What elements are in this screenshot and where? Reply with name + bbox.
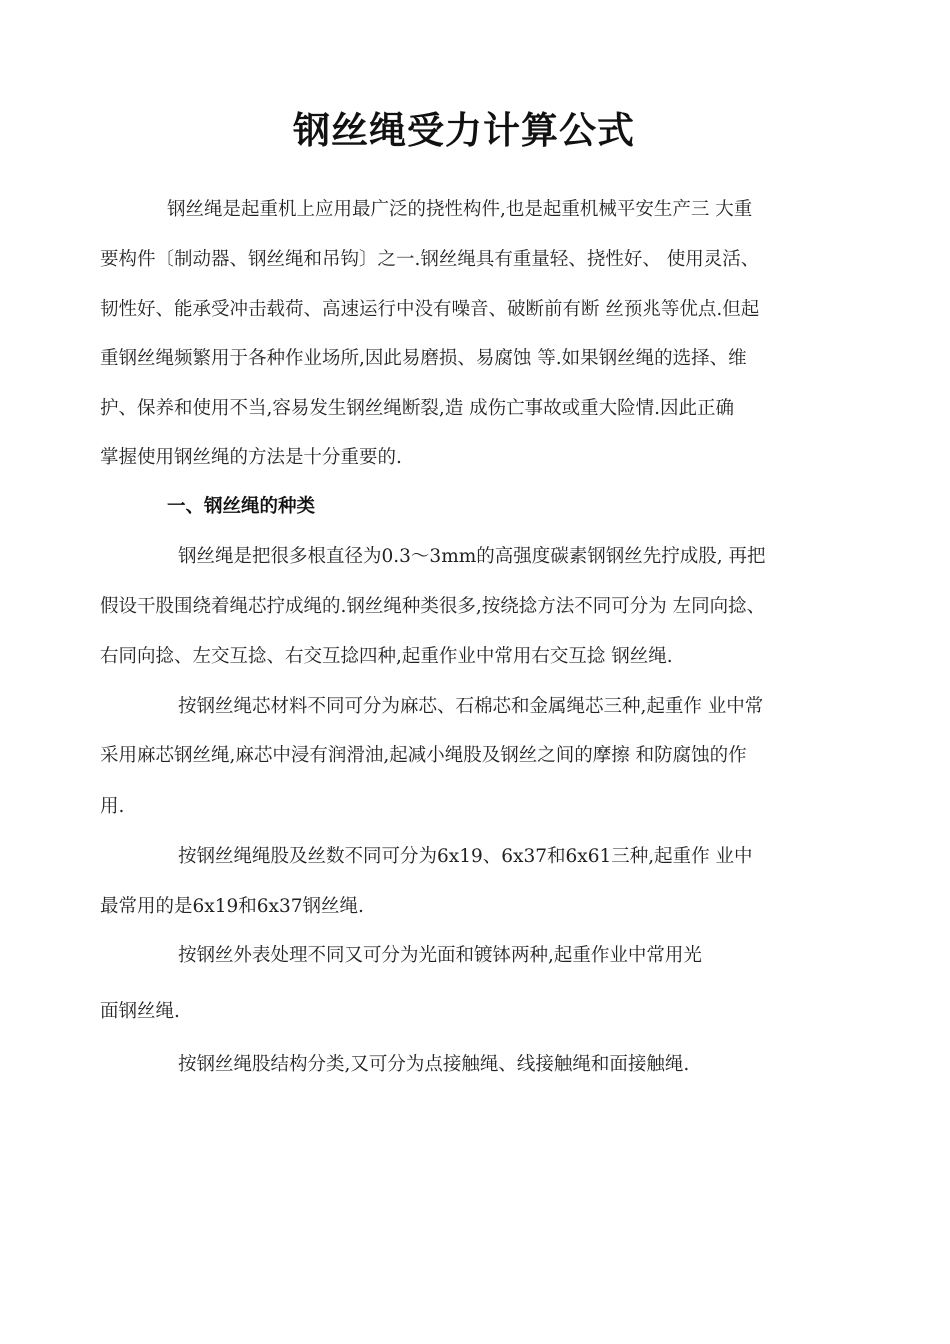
intro-line-1: 钢丝绳是起重机上应用最广泛的挠性构件,也是起重机械平安生产三 大重 bbox=[167, 199, 753, 220]
para1-line-3: 右同向捻、左交互捻、右交互捻四种,起重作业中常用右交互捻 钢丝绳. bbox=[100, 646, 673, 667]
section-heading: 一、钢丝绳的种类 bbox=[167, 496, 316, 517]
para1-line-2: 假设干股围绕着绳芯拧成绳的.钢丝绳种类很多,按绕捻方法不同可分为 左同向捻、 bbox=[100, 596, 766, 617]
page-title: 钢丝绳受力计算公式 bbox=[293, 109, 635, 152]
para2-line-1: 按钢丝绳芯材料不同可分为麻芯、石棉芯和金属绳芯三种,起重作 业中常 bbox=[178, 696, 764, 717]
para3-line-1: 按钢丝绳绳股及丝数不同可分为6x19、6x37和6x61三种,起重作 业中 bbox=[178, 846, 753, 867]
intro-line-3: 韧性好、能承受冲击载荷、高速运行中没有噪音、破断前有断 丝预兆等优点.但起 bbox=[100, 299, 760, 320]
para2-line-3: 用. bbox=[100, 796, 125, 817]
para1-line-1: 钢丝绳是把很多根直径为0.3〜3mm的高强度碳素钢钢丝先拧成股, 再把 bbox=[178, 546, 766, 567]
para3-line-2: 最常用的是6x19和6x37钢丝绳. bbox=[100, 896, 364, 917]
intro-line-5: 护、保养和使用不当,容易发生钢丝绳断裂,造 成伤亡事故或重大险情.因此正确 bbox=[100, 398, 735, 419]
para4-line-2: 面钢丝绳. bbox=[100, 1001, 180, 1022]
para2-line-2: 采用麻芯钢丝绳,麻芯中浸有润滑油,起减小绳股及钢丝之间的摩擦 和防腐蚀的作 bbox=[100, 745, 747, 766]
intro-line-6: 掌握使用钢丝绳的方法是十分重要的. bbox=[100, 447, 402, 468]
para5-line-1: 按钢丝绳股结构分类,又可分为点接触绳、线接触绳和面接触绳. bbox=[178, 1054, 690, 1075]
intro-line-4: 重钢丝绳频繁用于各种作业场所,因此易磨损、易腐蚀 等.如果钢丝绳的选择、维 bbox=[100, 348, 747, 369]
para4-line-1: 按钢丝外表处理不同又可分为光面和镀钵两种,起重作业中常用光 bbox=[178, 945, 702, 966]
intro-line-2: 要构件〔制动器、钢丝绳和吊钩〕之一.钢丝绳具有重量轻、挠性好、 使用灵活、 bbox=[100, 249, 760, 270]
